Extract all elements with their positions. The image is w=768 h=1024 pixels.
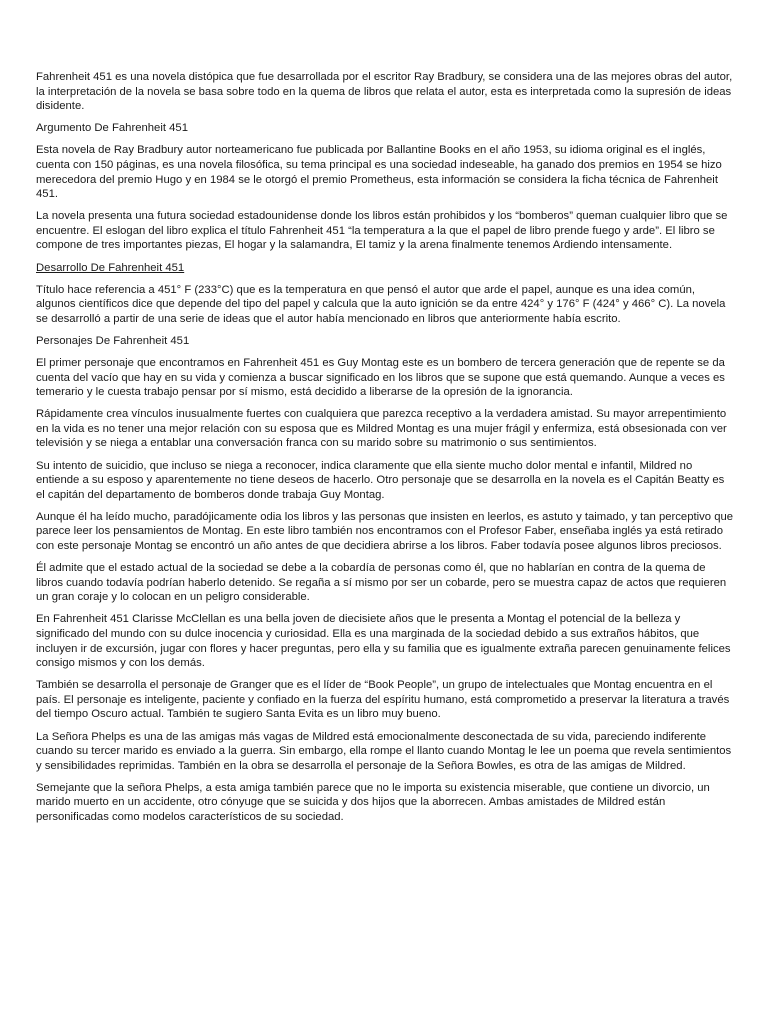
personajes-paragraph-2: Rápidamente crea vínculos inusualmente fuertes con cualquiera que parezca receptivo a la verdadera amistad. Su mayor arrepentimiento en la vida es no tener una mejor relación con su esposa que es Mildred Montag es una mujer frágil y enfermiza, está obsesionada con ver televisión y se niega a entablar una conversación franca con su marido sobre su matrimonio o sus sentimientos.: [36, 408, 727, 450]
intro-paragraph: Fahrenheit 451 es una novela distópica que fue desarrollada por el escritor Ray Bradbury, se considera una de las mejores obras del autor, la interpretación de la novela se basa sobre todo en la quema de libros que relata el autor, esta es interpretada como la supresión de ideas disidente.: [36, 71, 733, 113]
personajes-paragraph-9: Semejante que la señora Phelps, a esta amiga también parece que no le importa su existencia miserable, que contiene un divorcio, un marido muerto en un accidente, otro cónyuge que se suicida y dos hijos que la aborrecen. Ambas amistades de Mildred están personificadas como modelos característicos de su sociedad.: [36, 781, 710, 824]
argumento-paragraph-1: Esta novela de Ray Bradbury autor norteamericano fue publicada por Ballantine Books en el año 1953, su idioma original es el inglés, cuenta con 150 páginas, es una novela filosófica, su tema principal es una sociedad indeseable, ha ganado dos premios en 1954 se hizo merecedora del premio Hugo y en 1984 se le otorgó el premio Prometheus, esta información se considera la ficha técnica de Fahrenheit 451.: [36, 144, 722, 201]
document-page: [36, 70, 734, 832]
desarrollo-paragraph: Título hace referencia a 451° F (233°C) que es la temperatura en que pensó el autor que arde el papel, aunque es una idea común, algunos científicos dice que depende del tipo del papel y calcula que la auto ignición se da entre 424° y 176° F (424° y 466° C). La novela se desarrolló a partir de una serie de ideas que el autor había mencionado en libros que anteriormente había escrito.: [36, 283, 726, 325]
argumento-paragraph-2: La novela presenta una futura sociedad estadounidense donde los libros están prohibidos y los “bomberos” queman cualquier libro que se encuentre. El eslogan del libro explica el título Fahrenheit 451 “la temperatura a la que el papel de libro prende fuego y arde”. El libro se compone de tres importantes piezas, El hogar y la salamandra, El tamiz y la arena finalmente tenemos Ardiendo intensamente.: [36, 210, 728, 252]
personajes-paragraph-4: Aunque él ha leído mucho, paradójicamente odia los libros y las personas que insisten en leerlos, es astuto y taimado, y tan perceptivo que parece leer los pensamientos de Montag. En este libro también nos encontramos con el Profesor Faber, enseñaba inglés ya está retirado con este personaje Montag se encontró un año antes de que decidiera abrirse a los libros. Faber todavía posee algunos libros preciosos.: [36, 510, 734, 553]
personajes-paragraph-1: El primer personaje que encontramos en Fahrenheit 451 es Guy Montag este es un bombero de tercera generación que de repente se da cuenta del vacío que hay en su vida y comienza a buscar significado en los libros que se supone que está quemando. Aunque a veces es temerario y le cuesta trabajo pensar por sí mismo, está decidido a liberarse de la opresión de la ignorancia.: [36, 357, 725, 399]
personajes-paragraph-5: Él admite que el estado actual de la sociedad se debe a la cobardía de personas como él, que no hablarían en contra de la quema de libros cuando todavía podrían haberlo detenido. Se regaña a sí mismo por ser un cobarde, pero se muestra capaz de actos que requieren un gran coraje y lo colocan en un peligro considerable.: [36, 562, 727, 604]
personajes-paragraph-6: En Fahrenheit 451 Clarisse McClellan es una bella joven de diecisiete años que le presenta a Montag el potencial de la belleza y significado del mundo con su dulce inocencia y curiosidad. Ella es una marginada de la sociedad debido a sus extraños hábitos, que incluyen ir de excursión, jugar con flores y hacer preguntas, pero ella y su familia que es igualmente extraña parecen genuinamente felices consigo mismos y con los demás.: [36, 613, 731, 670]
section-heading-argumento: Argumento De Fahrenheit 451: [36, 122, 188, 135]
personajes-paragraph-7: También se desarrolla el personaje de Granger que es el líder de “Book People”, un grupo de intelectuales que Montag encuentra en el país. El personaje es inteligente, paciente y confiado en la fuerza del espíritu humano, está comprometido a preservar la literatura a través del tiempo Oscuro actual. También te sugiero Santa Evita es un libro muy bueno.: [36, 679, 730, 721]
personajes-paragraph-8: La Señora Phelps es una de las amigas más vagas de Mildred está emocionalmente desconectada de su vida, pareciendo indiferente cuando su tercer marido es enviado a la guerra. Sin embargo, ella rompe el llanto cuando Montag le lee un poema que revela sentimientos y sensibilidades reprimidas. También en la obra se desarrolla el personaje de la Señora Bowles, es otra de las amigas de Mildred.: [36, 730, 732, 772]
personajes-paragraph-3: Su intento de suicidio, que incluso se niega a reconocer, indica claramente que ella siente mucho dolor mental e infantil, Mildred no entiende a su esposo y aparentemente no tiene deseos de hacerlo. Otro personaje que se desarrolla en la novela es el Capitán Beatty es el capitán del departamento de bomberos donde trabaja Guy Montag.: [36, 459, 725, 501]
section-heading-desarrollo: Desarrollo De Fahrenheit 451: [36, 261, 185, 274]
section-heading-personajes: Personajes De Fahrenheit 451: [36, 334, 190, 347]
